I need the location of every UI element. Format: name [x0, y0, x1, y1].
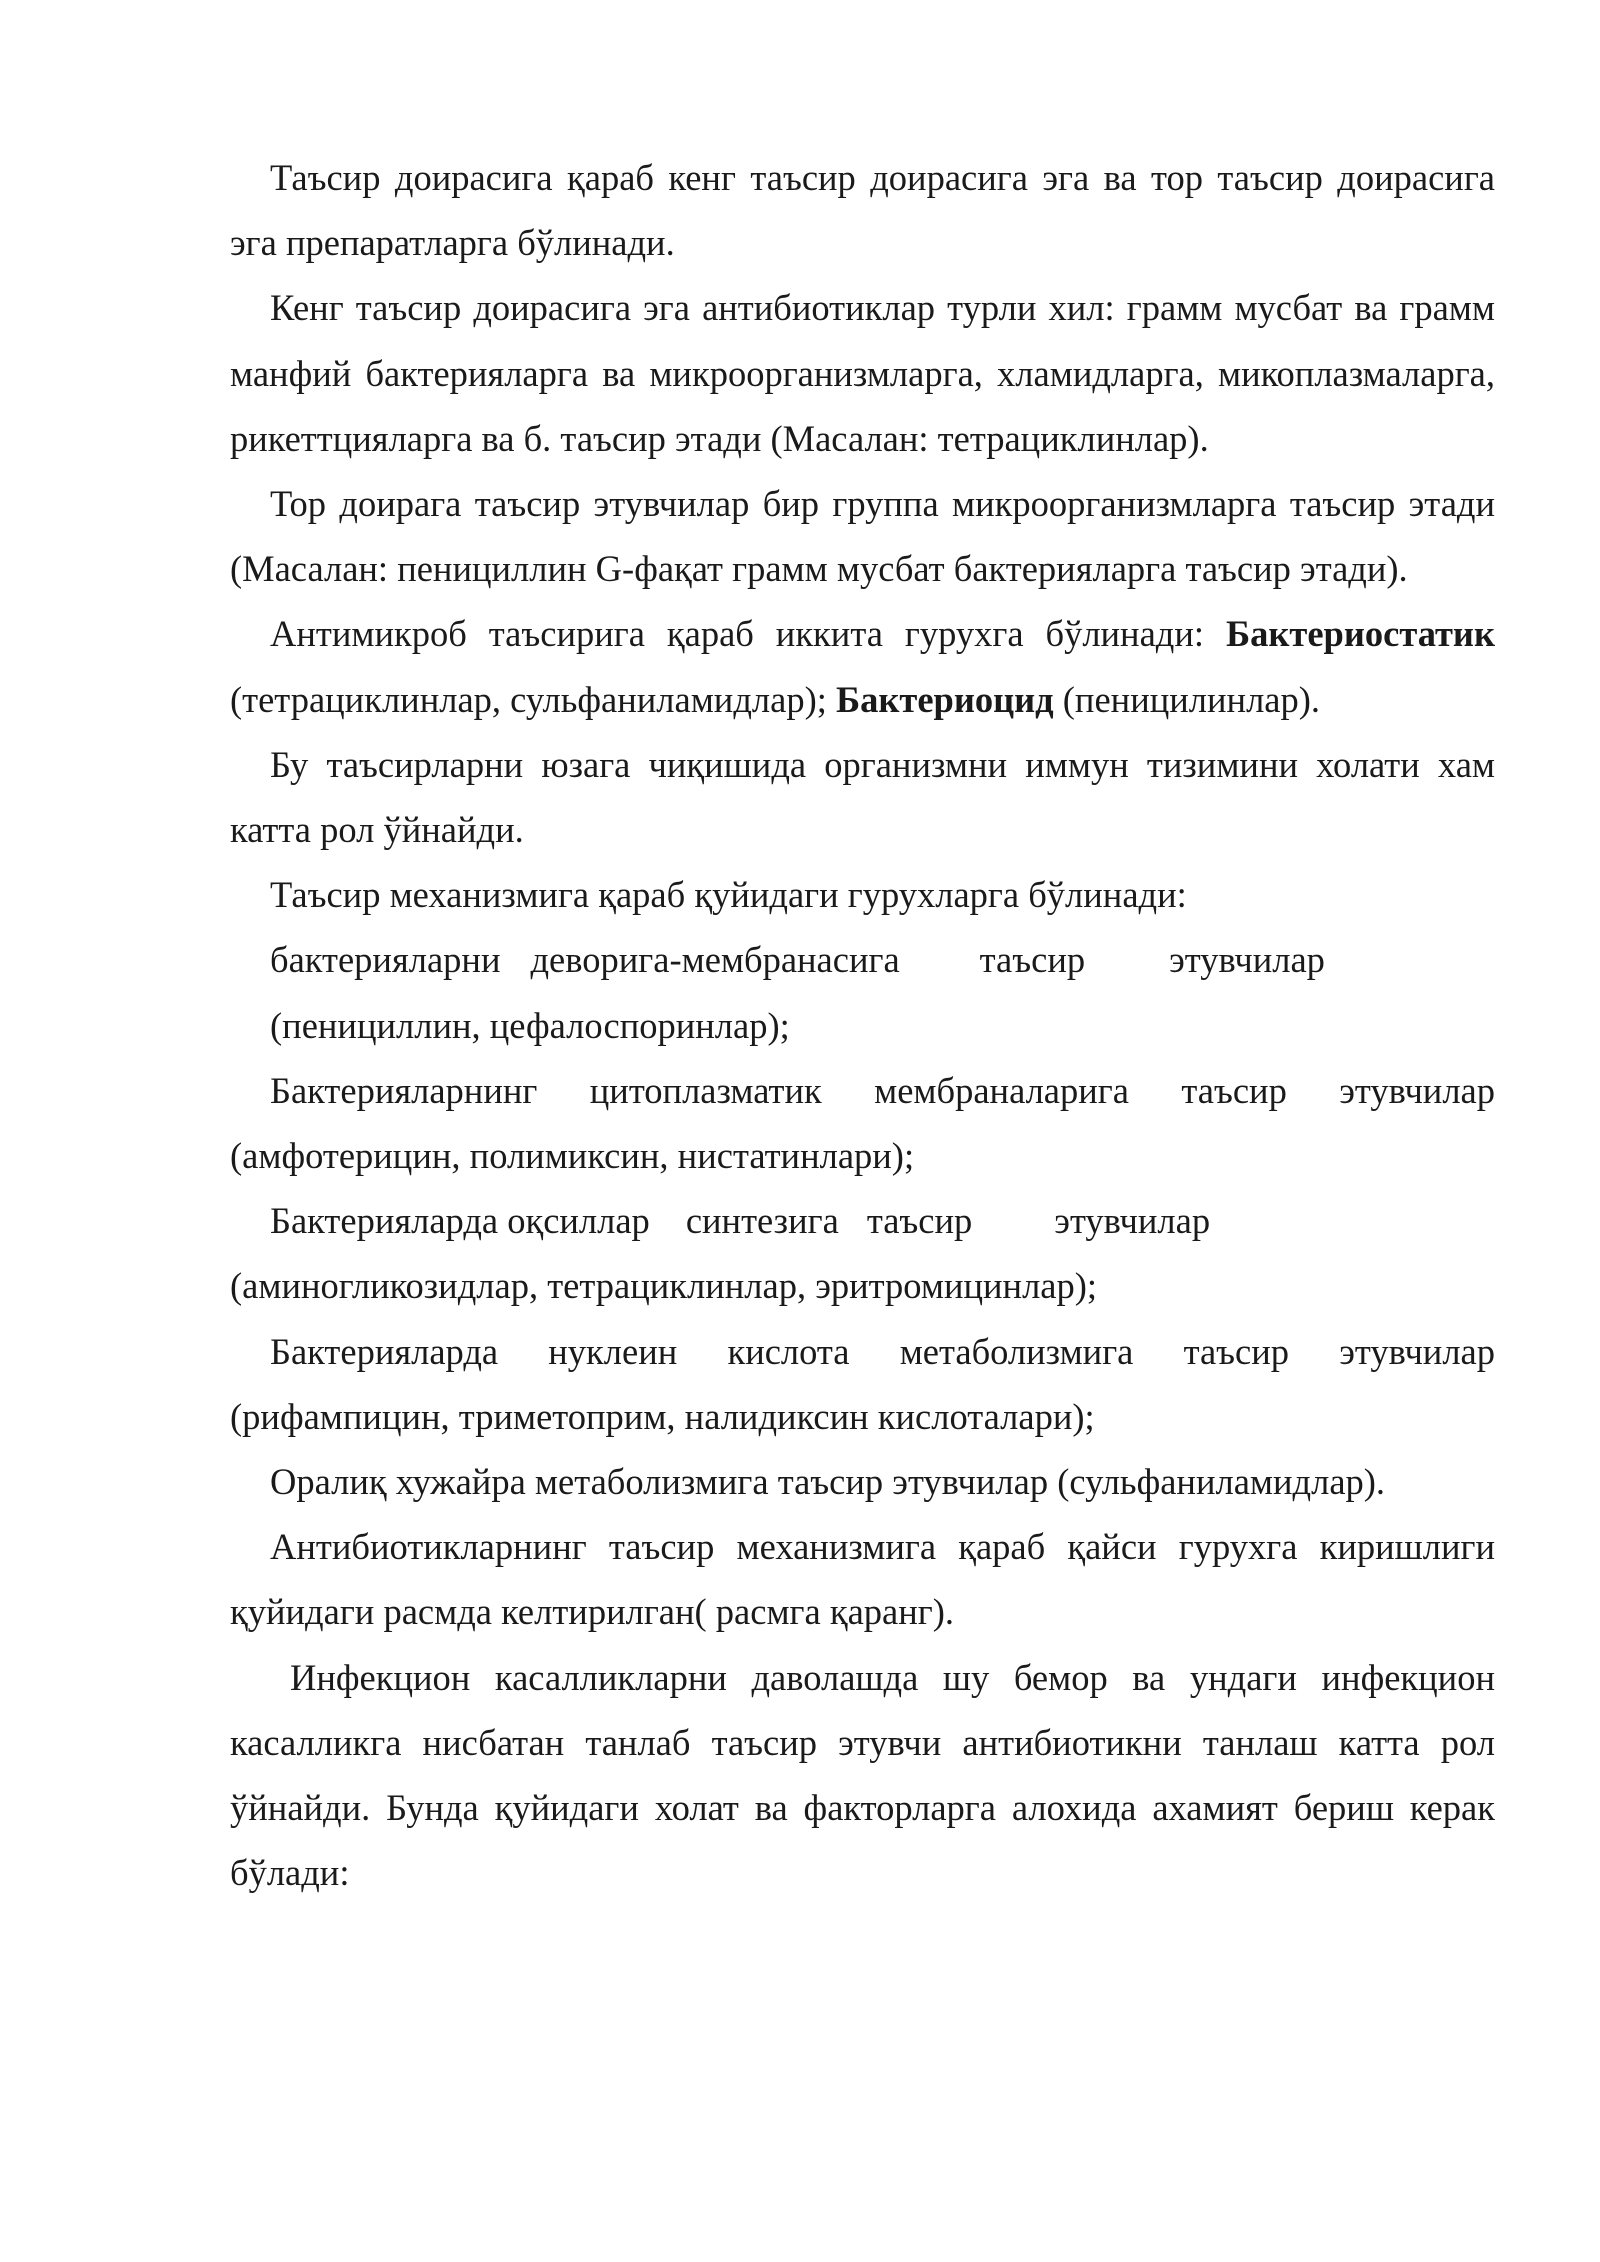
bold-term-bacteriostatic: Бактериостатик	[1226, 613, 1495, 655]
text-run: бактерияларни	[270, 939, 501, 981]
paragraph-narrow-spectrum: Тор доирага таъсир этувчилар бир группа микроорганизмларга таъсир этади (Масалан: пенициллин G-фақат грамм мусбат бактерияларга таъсир этади).	[230, 483, 1495, 590]
document-page	[230, 145, 1495, 1905]
list-item-cell-wall	[230, 927, 1495, 1057]
paragraph-figure-reference: Антибиотикларнинг таъсир механизмига қараб қайси гурухга киришлиги қуйидаги расмда келтирилган( расмга қаранг).	[230, 1526, 1495, 1633]
paragraph-immune-system: Бу таъсирларни юзага чиқишида организмни иммун тизимини холати хам катта рол ўйнайди.	[230, 743, 1495, 851]
text-run: деворига-мембранасига	[530, 939, 900, 981]
list-item-cytoplasmic-membrane: Бактерияларнинг цитоплазматик мембраналарига таъсир этувчилар (амфотерицин, полимиксин, нистатинлари);	[230, 1069, 1495, 1177]
bold-term-bactericidal: Бактериоцид	[836, 678, 1054, 720]
list-item-nucleic-acid: Бактерияларда нуклеин кислота метаболизмига таъсир этувчилар (рифампицин, триметоприм, налидиксин кислоталари);	[230, 1330, 1495, 1437]
text-run: таъсир	[979, 939, 1086, 981]
text-run: таъсир	[866, 1200, 973, 1242]
text-run: (пеницилинлар).	[1053, 678, 1321, 720]
text-run: (тетрациклинлар, сульфаниламидлар);	[230, 678, 836, 720]
paragraph-broad-spectrum: Кенг таъсир доирасига эга антибиотиклар турли хил: грамм мусбат ва грамм манфий бактерияларга ва микроорганизмларга, хламидларга, микоплазмаларга, рикеттцияларга ва б. таъсир этади (Масалан: тетрациклинлар).	[230, 287, 1495, 459]
list-item-protein-synthesis	[230, 1188, 1495, 1318]
paragraph-mechanism-groups: Таъсир механизмига қараб қуйидаги гурухларга бўлинади:	[270, 874, 1187, 916]
text-run: Бактерияларда оқсиллар	[270, 1200, 650, 1242]
text-run: этувчилар	[1054, 1200, 1211, 1242]
paragraph-spectrum-intro: Таъсир доирасига қараб кенг таъсир доирасига эга ва тор таъсир доирасига эга препаратларга бўлинади.	[230, 157, 1495, 264]
list-item-intermediate-metabolism: Оралиқ хужайра метаболизмига таъсир этувчилар (сульфаниламидлар).	[270, 1461, 1386, 1503]
text-run: Антимикроб таъсирига қараб иккита гурухга бўлинади:	[270, 613, 1226, 655]
paragraph-antimicrobial-action	[230, 601, 1495, 731]
text-run: этувчилар	[1169, 939, 1325, 981]
text-run: синтезига	[685, 1200, 839, 1242]
text-run: (пенициллин, цефалоспоринлар);	[270, 1004, 790, 1046]
paragraph-antibiotic-selection: Инфекцион касалликларни даволашда шу бемор ва ундаги инфекцион касалликга нисбатан танлаб таъсир этувчи антибиотикни танлаш катта рол ўйнайди. Бунда қуйидаги холат ва факторларга алохида ахамият бериш керак бўлади:	[230, 1656, 1495, 1894]
text-run: (аминогликозидлар, тетрациклинлар, эритромицинлар);	[230, 1265, 1098, 1307]
